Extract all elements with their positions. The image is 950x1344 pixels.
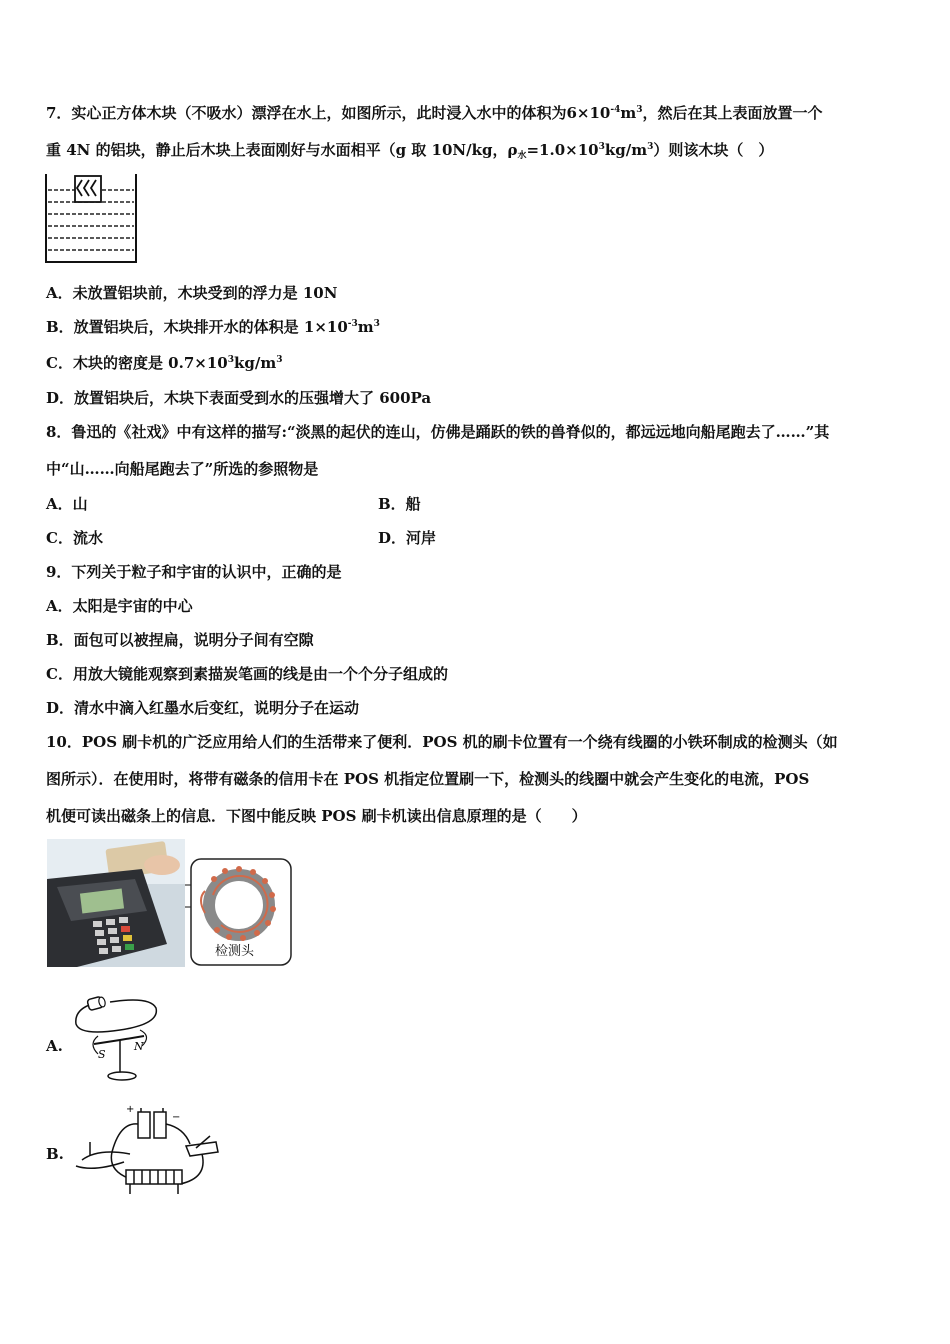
q10-option-a-compass-circuit[interactable]	[70, 990, 170, 1086]
battery-minus-label: −	[172, 1112, 181, 1123]
switch-icon	[186, 1136, 218, 1156]
q8-stem-line2: 中“山……向船尾跑去了”所选的参照物是	[46, 460, 319, 478]
q10-option-b-circuit[interactable]	[68, 1100, 224, 1196]
q8-stem-line1: 8．鲁迅的《社戏》中有这样的描写:“淡黑的起伏的连山，仿佛是踊跃的铁的兽脊似的，都远远地向船尾跑去了……”其	[46, 423, 830, 441]
battery-icon	[138, 1108, 166, 1138]
detector-label: 检测头	[215, 944, 255, 959]
detector-head-figure	[183, 855, 295, 969]
magnet-s-label: S	[98, 1048, 106, 1061]
magnet-n-label: N	[134, 1040, 144, 1053]
q7-stem-line2: 重 4N 的铝块，静止后木块上表面刚好与水面相平（g 取 10N/kg，$\rho_水=1.0\times 10^3kg/m^3$）则该木块（ ）	[46, 141, 774, 161]
magnet-block	[126, 1170, 182, 1194]
q7-figure-container-water-block	[44, 170, 140, 266]
q7-stem-line1: 7．实心正方体木块（不吸水）漂浮在水上，如图所示，此时浸入水中的体积为$6\times 10^{-4}m^3$，然后在其上表面放置一个	[46, 104, 823, 122]
q10-stem-line2: 图所示）．在使用时，将带有磁条的信用卡在 POS 机指定位置刷一下，检测头的线圈中就会产生变化的电流，POS	[46, 770, 810, 788]
q7-option-d[interactable]: D．放置铝块后，木块下表面受到水的压强增大了 600Pa	[46, 389, 432, 407]
q7-option-b[interactable]: B．放置铝块后，木块排开水的体积是 $1\times 10^{-3}m^3$	[46, 318, 380, 336]
q7-option-c[interactable]: C．木块的密度是 $0.7\times 10^3kg/m^3$	[46, 354, 283, 372]
q10-option-b-label[interactable]: B.	[46, 1145, 64, 1163]
wooden-block	[75, 176, 101, 202]
q8-option-c[interactable]: C．流水	[46, 529, 103, 547]
q10-stem-line3: 机便可读出磁条上的信息．下图中能反映 POS 刷卡机读出信息原理的是（ ）	[46, 807, 587, 825]
pos-machine-photo	[47, 839, 185, 967]
q9-option-d[interactable]: D．清水中滴入红墨水后变红，说明分子在运动	[46, 699, 360, 717]
q8-option-a[interactable]: A．山	[46, 495, 88, 513]
q9-stem: 9．下列关于粒子和宇宙的认识中，正确的是	[46, 563, 342, 581]
q9-option-c[interactable]: C．用放大镜能观察到素描炭笔画的线是由一个个分子组成的	[46, 665, 448, 683]
q7-option-a[interactable]: A．未放置铝块前，木块受到的浮力是 10N	[46, 284, 338, 302]
q8-option-b[interactable]: B．船	[378, 495, 421, 513]
q9-option-b[interactable]: B．面包可以被捏扁，说明分子间有空隙	[46, 631, 314, 649]
q10-stem-line1: 10．POS 刷卡机的广泛应用给人们的生活带来了便利．POS 机的刷卡位置有一个绕有线圈的小铁环制成的检测头（如	[46, 733, 838, 751]
q10-option-a-label[interactable]: A.	[46, 1037, 63, 1055]
q9-option-a[interactable]: A．太阳是宇宙的中心	[46, 597, 193, 615]
q8-option-d[interactable]: D．河岸	[378, 529, 437, 547]
rail-and-rod	[76, 1142, 130, 1168]
battery-plus-label: +	[126, 1104, 135, 1115]
